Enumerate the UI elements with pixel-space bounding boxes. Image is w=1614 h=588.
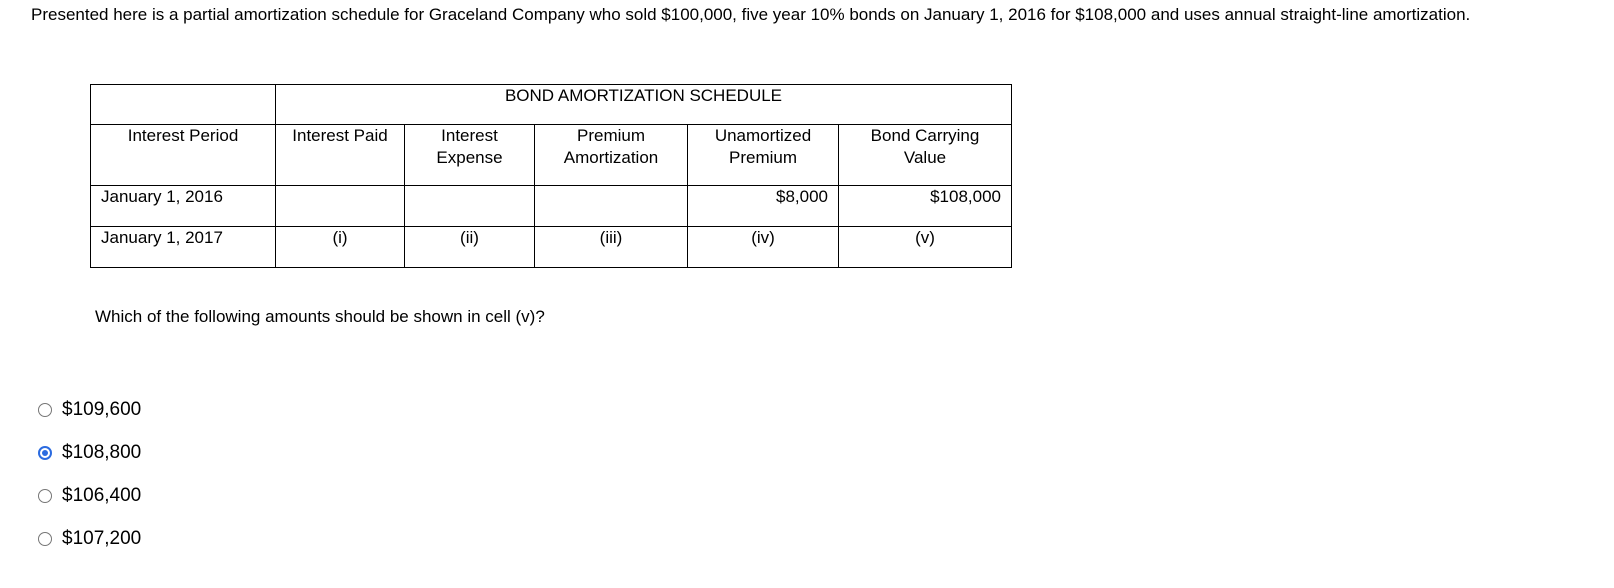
header-interest-expense bbox=[405, 125, 535, 186]
header-unamortized-premium-line1: Unamortized bbox=[714, 126, 812, 145]
answer-option-label[interactable]: $109,600 bbox=[62, 398, 142, 420]
amortization-table bbox=[90, 84, 1012, 268]
table-corner-cell bbox=[91, 85, 276, 125]
cell-unamortized-premium: $8,000 bbox=[688, 186, 839, 227]
cell-interest-paid: (i) bbox=[276, 227, 405, 268]
cell-period: January 1, 2017 bbox=[91, 227, 276, 268]
answer-option-label[interactable]: $107,200 bbox=[62, 527, 142, 549]
answer-option[interactable] bbox=[38, 474, 141, 517]
radio-button[interactable] bbox=[38, 403, 52, 417]
header-bond-carrying-value bbox=[839, 125, 1012, 186]
cell-interest-paid bbox=[276, 186, 405, 227]
table-row bbox=[91, 227, 1012, 268]
cell-interest-expense: (ii) bbox=[405, 227, 535, 268]
radio-button[interactable] bbox=[38, 446, 52, 460]
radio-button[interactable] bbox=[38, 489, 52, 503]
cell-interest-expense bbox=[405, 186, 535, 227]
answer-option[interactable] bbox=[38, 517, 141, 560]
table-row bbox=[91, 186, 1012, 227]
header-bond-carrying-value-line1: Bond Carrying bbox=[870, 126, 980, 145]
header-interest-expense-line2: Expense bbox=[436, 148, 503, 167]
cell-unamortized-premium: (iv) bbox=[688, 227, 839, 268]
header-interest-expense-line1: Interest bbox=[441, 126, 498, 145]
header-unamortized-premium bbox=[688, 125, 839, 186]
header-bond-carrying-value-line2: Value bbox=[903, 148, 947, 167]
answer-option-label[interactable]: $106,400 bbox=[62, 484, 142, 506]
answer-option-label[interactable]: $108,800 bbox=[62, 441, 142, 463]
question-prompt: Which of the following amounts should be shown in cell (v)? bbox=[95, 307, 545, 326]
answer-option[interactable] bbox=[38, 431, 141, 474]
cell-bond-carrying-value: (v) bbox=[839, 227, 1012, 268]
header-premium-amortization-line2: Amortization bbox=[563, 148, 659, 167]
header-interest-period: Interest Period bbox=[91, 125, 276, 186]
answer-option[interactable] bbox=[38, 388, 141, 431]
radio-button[interactable] bbox=[38, 532, 52, 546]
header-unamortized-premium-line2: Premium bbox=[728, 148, 797, 167]
cell-premium-amortization bbox=[535, 186, 688, 227]
header-premium-amortization bbox=[535, 125, 688, 186]
cell-bond-carrying-value: $108,000 bbox=[839, 186, 1012, 227]
question-intro: Presented here is a partial amortization schedule for Graceland Company who sold $100,000, five year 10% bonds on January 1, 2016 for $108,000 and uses annual straight-line amortization. bbox=[31, 5, 1471, 24]
cell-premium-amortization: (iii) bbox=[535, 227, 688, 268]
table-title-row bbox=[91, 85, 1012, 125]
answer-options bbox=[38, 388, 141, 560]
cell-period: January 1, 2016 bbox=[91, 186, 276, 227]
table-header-row bbox=[91, 125, 1012, 186]
header-interest-paid: Interest Paid bbox=[276, 125, 405, 186]
table-title: BOND AMORTIZATION SCHEDULE bbox=[276, 85, 1012, 125]
header-premium-amortization-line1: Premium bbox=[576, 126, 645, 145]
